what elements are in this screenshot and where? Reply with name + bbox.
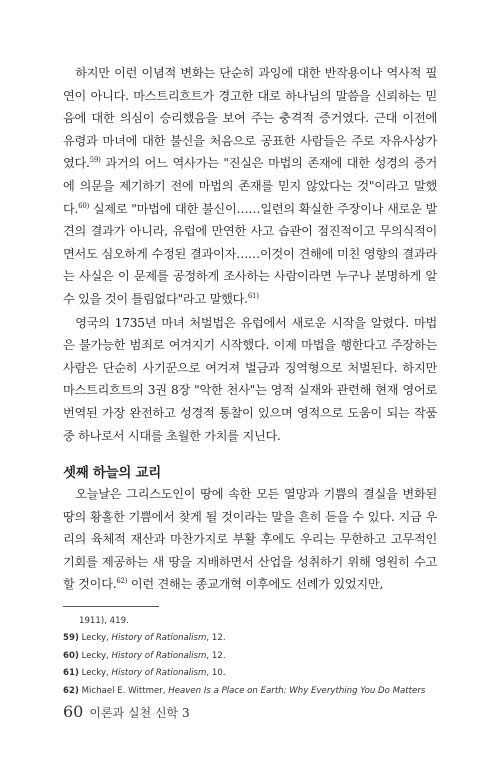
footnotes bbox=[63, 613, 437, 700]
footnote-item bbox=[63, 648, 437, 665]
paragraph-text: 이런 견해는 종교개혁 이후에도 선례가 있었지만, bbox=[127, 577, 384, 592]
footnote-page: , 10. bbox=[206, 668, 226, 679]
footnote-author: Michael E. Wittmer, bbox=[81, 685, 169, 696]
footnote-divider bbox=[63, 606, 159, 607]
footnote-author: Lecky, bbox=[81, 668, 112, 679]
footnote-number: 61) bbox=[63, 668, 79, 679]
paragraph-text: 실제로 "마법에 대한 불신이……일련의 확실한 주장이나 새로운 발견의 결과가 아니라, 유럽에 만연한 사고 습관이 점진적이고 무의식적이면서도 심오하게 수정된 결과이자……이것이 견해에 미친 영향의 결과라는 사실은 이 문제를 공정하게 조사하는 사람이라면 누구나 분명하게 알 수 있을 것이 틀림없다"라고 말했다. bbox=[63, 201, 437, 306]
footnote-number: 60) bbox=[63, 650, 79, 661]
footnote-ref-59[interactable]: 59) bbox=[89, 156, 101, 165]
footnote-page: , 12. bbox=[206, 633, 226, 644]
page-number: 60 bbox=[63, 702, 84, 721]
paragraph-3 bbox=[63, 483, 437, 596]
paragraph-text: 하지만 이런 이념적 변화는 단순히 과잉에 대한 반작용이나 역사적 필연이 아니다. 마스트리흐트가 경고한 대로 하나님의 말씀을 신뢰하는 믿음에 대한 의심이 승리했음을 보여 주는 충격적 증거였다. 근대 이전에 유령과 마녀에 대한 불신을 처음으로 공표한 사람들은 주로 자유사상가였다. bbox=[63, 66, 437, 171]
footnote-author: Lecky, bbox=[81, 633, 112, 644]
footnote-item bbox=[63, 683, 437, 700]
page-footer bbox=[63, 702, 190, 721]
footnote-author: Lecky, bbox=[81, 650, 112, 661]
paragraph-text: 과거의 어느 역사가는 "진실은 마법의 존재에 대한 성경의 증거에 의문을 제기하기 전에 마법의 존재를 믿지 않았다는 것"이라고 말했다. bbox=[63, 156, 437, 216]
footnote-title: History of Rationalism bbox=[111, 650, 207, 661]
footnote-text: 1911), 419. bbox=[79, 616, 129, 627]
page-body bbox=[63, 62, 437, 700]
footnote-title: History of Rationalism bbox=[111, 668, 207, 679]
footnote-ref-62[interactable]: 62) bbox=[116, 577, 128, 586]
paragraph-1 bbox=[63, 62, 437, 311]
footnote-item bbox=[63, 613, 437, 630]
footnote-item bbox=[63, 630, 437, 647]
running-title: 이론과 실천 신학 3 bbox=[89, 706, 190, 720]
paragraph-2: 영국의 1735년 마녀 처벌법은 유럽에서 새로운 시작을 알렸다. 마법은 불가능한 범죄로 여겨지기 시작했다. 이제 마법을 행한다고 주장하는 사람은 단순히 사기꾼으로 여겨져 벌금과 징역형으로 처벌된다. 하지만 마스트리흐트의 3권 8장 "악한 천사"는 영적 실재와 관련해 현재 영어로 번역된 가장 완전하고 성경적 통찰이 있으며 영적으로 도움이 되는 작품 중 하나로서 시대를 초월한 가치를 지닌다. bbox=[63, 315, 437, 443]
footnote-number: 59) bbox=[63, 633, 79, 644]
footnote-title: History of Rationalism bbox=[111, 633, 207, 644]
section-heading: 셋째 하늘의 교리 bbox=[63, 465, 161, 482]
footnote-title: Heaven Is a Place on Earth: Why Everything You Do Matters bbox=[168, 685, 426, 696]
footnote-number: 62) bbox=[63, 685, 79, 696]
paragraph-text: 오늘날은 그리스도인이 땅에 속한 모든 열망과 기쁨의 결실을 변화된 땅의 황홀한 기쁨에서 찾게 될 것이라는 말을 흔히 듣을 수 있다. 지금 우리의 육체적 재산과 마찬가지로 부활 후에도 우리는 무한하고 고무적인 기회를 제공하는 새 땅을 지배하면서 산업을 성취하기 위해 영원히 수고할 것이다. bbox=[63, 487, 437, 592]
footnote-ref-60[interactable]: 60) bbox=[78, 201, 90, 210]
footnote-page: , 12. bbox=[206, 650, 226, 661]
footnote-ref-61[interactable]: 61) bbox=[247, 291, 259, 300]
footnote-item bbox=[63, 665, 437, 682]
